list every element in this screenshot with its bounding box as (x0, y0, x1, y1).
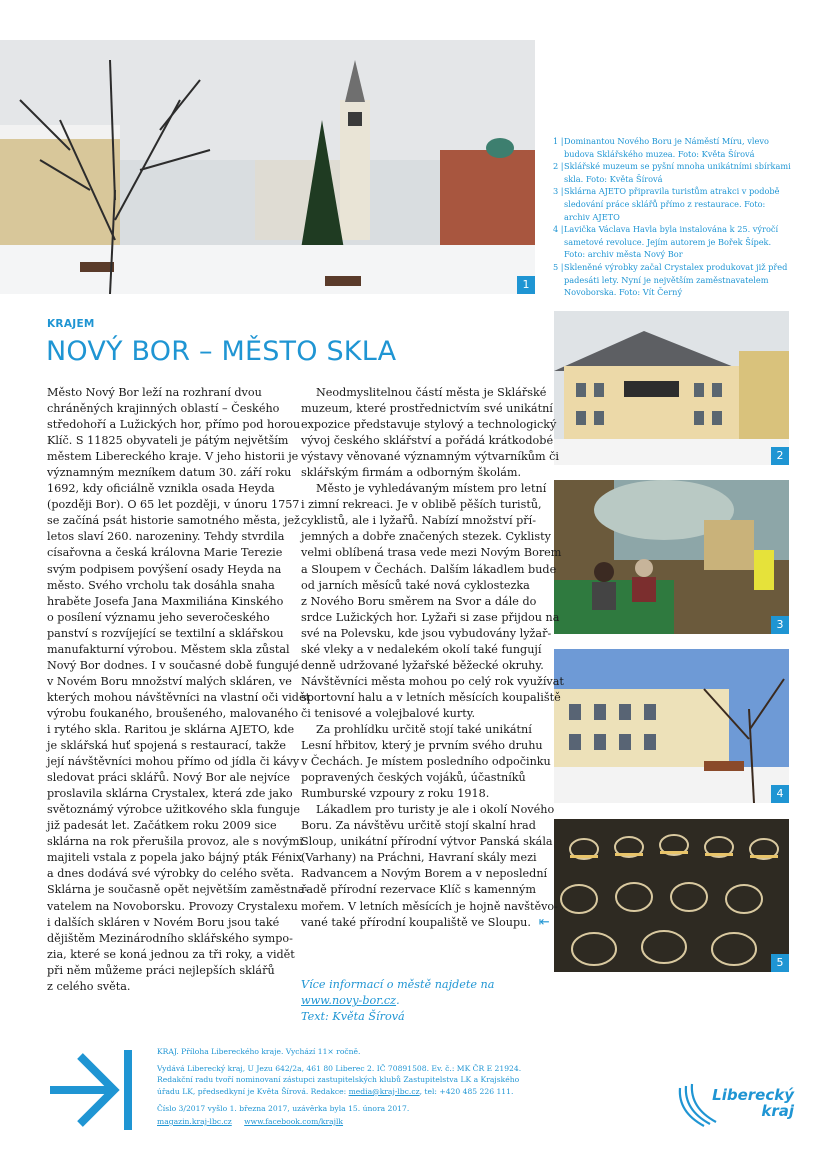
museum-illustration (554, 311, 789, 465)
article-line (301, 899, 558, 915)
imprint (157, 1046, 577, 1127)
caption-item (553, 185, 793, 223)
article-line: z celého světa. (47, 979, 131, 993)
article-line-text: Návštěvníci města mohou po celý rok využívat (301, 674, 564, 688)
caption-number: 1 | (553, 136, 564, 146)
footer-links (157, 1116, 577, 1127)
article-line (301, 594, 541, 610)
city-website-link[interactable]: www.novy-bor.cz (301, 994, 397, 1007)
article-line (301, 882, 541, 898)
article-line (301, 786, 541, 802)
article-line: císařovna a česká královna Marie Terezie (47, 546, 283, 560)
article-line: sklárna na rok přerušila provoz, ale s novými (47, 835, 304, 849)
caption-number: 4 | (553, 224, 564, 235)
article-line: o posílení významu jeho severočeského (47, 610, 270, 624)
article-line-text: sportovní halu a v letních měsících koupaliště (301, 690, 561, 704)
article-line: proslavila sklárna Crystalex, která zde jako (47, 787, 293, 801)
photo-crystalex-glasses (554, 819, 789, 972)
article-line: a dnes dodává své výrobky do celého světa. (47, 867, 295, 881)
article-line (301, 497, 541, 513)
imprint-board: Redakční radu tvoří nominovaní zástupci zastupitelských klubů Zastupitelstva LK a Krajského (157, 1075, 520, 1085)
article-line-text: řadě přírodní rezervace Klíč s kamenným (301, 883, 536, 897)
article-line (301, 545, 562, 561)
article-line-text: v Čechách. Je místem posledního odpočinku (301, 755, 551, 769)
article-line: Sklárna je současně opět největším zaměstna- (47, 883, 309, 897)
article-line (301, 834, 553, 850)
article-line (301, 866, 548, 882)
article-line: Město Nový Bor leží na rozhraní dvou (47, 386, 262, 399)
article-line-text: a Sloupem v Čechách. Dalším lákadlem bude (301, 562, 557, 576)
article-line (301, 914, 550, 931)
article-line-text: mořem. V letních měsících je hojně navštěvo- (301, 899, 558, 913)
caption-number: 5 | (553, 261, 564, 272)
imprint-publisher: Vydává Liberecký kraj, U Jezu 642/2a, 461 80 Liberec 2. IČ 70891508. Ev. č.: MK ČR E 21924. (157, 1064, 522, 1074)
imprint-contact-text: úřadu LK, předsedkyní je Květa Šírová. Redakce: (157, 1086, 349, 1096)
article-line (301, 642, 541, 658)
end-of-article-icon: ⇤ (538, 914, 550, 930)
article-line-text: Boru. Za návštěvu určitě stojí skalní hrad (301, 819, 536, 833)
more-info-text: Více informací o městě najdete na (301, 978, 495, 991)
article-line (301, 513, 541, 529)
photo-number: 3 (771, 616, 789, 634)
article-line (301, 481, 547, 497)
article-line (301, 529, 551, 545)
article-line-text: cyklistů, ale i lyžařů. Nabízí množství pří- (301, 514, 536, 528)
photo-number: 4 (771, 785, 789, 803)
article-line (301, 562, 557, 578)
caption-text: Skleněné výrobky začal Crystalex produkovat již před padesáti lety. Nyní je největším zaměstnavatelem Novoborska. Foto: Vít Černý (564, 261, 788, 298)
editor-email-link[interactable]: media@kraj-lbc.cz (348, 1086, 420, 1096)
article-line (301, 722, 541, 738)
imprint-phone: , tel: +420 485 226 111. (419, 1086, 514, 1096)
article-line-text: ské vleky a v nedalekém okolí také fungují (301, 642, 542, 656)
article-line (301, 658, 544, 674)
caption-number: 3 | (553, 186, 564, 197)
facebook-link[interactable]: www.facebook.com/krajlk (244, 1117, 344, 1127)
article-line: 1692, kdy oficiálně vznikla osada Heyda (47, 482, 275, 496)
article-line (301, 626, 552, 642)
article-line: středohoří a Lužických hor, přímo pod horou (47, 418, 301, 432)
photo-number: 1 (517, 276, 535, 294)
article-line (301, 850, 541, 866)
article-line: město. Svého vrcholu tak dosáhla snaha (47, 578, 275, 592)
article-line-text: popravených českých vojáků, účastníků (301, 771, 526, 785)
section-label: KRAJEM (47, 318, 95, 330)
article-line-text: či tenisové a volejbalové kurty. (301, 706, 476, 720)
photo-glass-museum (554, 311, 789, 465)
article-line-text: muzeum, které prostřednictvím své unikátní (301, 402, 553, 416)
article-line-text: srdce Lužických hor. Lyžaři si zase přijdou na (301, 610, 560, 624)
photo-ajeto-restaurant (554, 480, 789, 634)
photo-captions (553, 135, 793, 299)
caption-number: 2 | (553, 161, 564, 172)
article-line (301, 417, 557, 433)
article-line-text: Za prohlídku určitě stojí také unikátní (316, 722, 532, 736)
article-line (301, 449, 559, 465)
article-line (301, 610, 560, 626)
article-line-text: velmi oblíbená trasa vede mezi Novým Borem (301, 546, 562, 560)
article-line-text: své na Polevsku, kde jsou vybudovány lyžař- (301, 626, 552, 640)
restaurant-illustration (554, 480, 789, 634)
article-line-text: Rumburské vzpoury z roku 1918. (301, 787, 490, 801)
article-line (301, 690, 561, 706)
article-line-text: expozice představuje stylový a technologický (301, 418, 557, 432)
article-line (301, 818, 541, 834)
article-line (301, 738, 541, 754)
article-line: již padesát let. Začátkem roku 2009 sice (47, 819, 277, 833)
logo-line2: kraj (761, 1102, 794, 1120)
photo-number: 2 (771, 447, 789, 465)
more-info (301, 977, 541, 1025)
photo-number: 5 (771, 954, 789, 972)
article-line-text: Radvancem a Novým Borem a v neposlední (301, 867, 548, 881)
article-column-right (301, 385, 564, 931)
photo-havel-bench (554, 649, 789, 803)
article-line: letos slaví 260. narozeniny. Tehdy stvrdila (47, 530, 285, 544)
imprint-headline: KRAJ. Příloha Libereckého kraje. Vychází 11× ročně. (157, 1047, 361, 1056)
logo-line1: Liberecký (712, 1086, 794, 1104)
article-line: hraběte Josefa Jana Maxmiliána Kinského (47, 594, 284, 608)
article-line: panství s rozvíjející se textilní a sklářskou (47, 626, 284, 640)
article-line-text: vývoj českého sklářství a pořádá krátkodobé (301, 434, 554, 448)
article-line-text: Město je vyhledávaným místem pro letní (316, 482, 547, 496)
article-line: manufakturní výrobou. Městem skla zůstal (47, 642, 290, 656)
bench-illustration (554, 649, 789, 803)
article-line (301, 465, 541, 481)
article-column-left (47, 385, 311, 995)
article-line (301, 802, 555, 818)
article-line-text: denně udržované lyžařské běžecké okruhy. (301, 658, 544, 672)
article-line: Nový Bor dodnes. I v současné době fungujé (47, 658, 300, 672)
article-line-text: od jarních měsíců také nová cyklostezka (301, 578, 530, 592)
article-line: svým podpisem povýšení osady Heyda na (47, 562, 282, 576)
article-line-text: (Varhany) na Práchni, Havraní skály mezi (301, 851, 537, 865)
imprint-issue: Číslo 3/2017 vyšlo 1. března 2017, uzávěrka byla 15. února 2017. (157, 1103, 410, 1113)
article-line-text: Sloup, unikátní přírodní výtvor Panská skála (301, 835, 553, 849)
imprint-contact (157, 1086, 577, 1097)
article-line: chráněných krajinných oblastí – Českého (47, 402, 280, 416)
caption-text: Sklárna AJETO připravila turistům atrakci v podobě sledování práce sklářů přímo z restaurace. Foto: archiv AJETO (564, 186, 780, 222)
article-line: se začíná psát historie samotného města, jež (47, 514, 301, 528)
caption-item (553, 160, 793, 185)
article-line: i rytého skla. Raritou je sklárna AJETO, kde (47, 722, 295, 736)
article-line: při něm můžeme práci nejlepších sklářů (47, 963, 275, 977)
article-line (301, 578, 541, 594)
article-line: (později Bor). O 65 let později, v únoru 1757 (47, 498, 300, 512)
article-line-text: sklářským firmám a odborným školám. (301, 466, 522, 480)
article-author: Text: Květa Šírová (301, 1010, 405, 1023)
article-line-text: z Nového Boru směrem na Svor a dále do (301, 594, 537, 608)
article-line (301, 401, 553, 417)
article-line: vatelem na Novoborsku. Provozy Crystalexu (47, 899, 298, 913)
article-line: její návštěvníci mohou přímo od jídla či kávy (47, 755, 300, 769)
article-line: kterých mohou návštěvníci na vlastní oči vidět (47, 690, 311, 704)
article-line-text: Lesní hřbitov, který je prvním svého druhu (301, 739, 543, 753)
article-line: městem Libereckého kraje. V jeho historii je (47, 450, 299, 464)
logo-text (710, 1087, 794, 1119)
article-line (301, 754, 551, 770)
article-line (301, 385, 547, 401)
article-line (301, 706, 541, 722)
caption-item (553, 223, 793, 261)
article-line: světoznámý výrobce užitkového skla funguje (47, 803, 300, 817)
article-line: Klíč. S 11825 obyvateli je pátým největším (47, 434, 289, 448)
caption-text: Dominantou Nového Boru je Náměstí Míru, vlevo budova Sklářského muzea. Foto: Květa Šírová (564, 136, 769, 159)
article-line: v Novém Boru množství malých skláren, ve (47, 674, 292, 688)
article-line: významným mezníkem datum 30. září roku (47, 466, 292, 480)
article-line-text: jemných a dobře značených stezek. Cyklisty (301, 530, 551, 544)
article-line (301, 770, 541, 786)
magazine-link[interactable]: magazin.kraj-lbc.cz (157, 1117, 232, 1127)
link-suffix: . (396, 994, 400, 1007)
footer-arrow-icon (50, 1050, 135, 1130)
caption-text: Lavička Václava Havla byla instalována k 25. výročí sametové revoluce. Jejím autorem je Bořek Šípek. Foto: archiv města Nový Bor (564, 224, 779, 260)
article-line (301, 674, 564, 690)
article-line (301, 433, 554, 449)
article-line-text: výstavy věnované významným výtvarníkům či (301, 450, 559, 464)
caption-item (553, 261, 793, 299)
article-line: je sklářská huť spojená s restaurací, takže (47, 739, 286, 753)
article-line: dějištěm Mezinárodního sklářského sympo- (47, 931, 293, 945)
article-line-text: i zimní rekreaci. Je v oblibě pěších turistů, (301, 498, 542, 512)
caption-text: Sklářské muzeum se pyšní mnoha unikátními sbírkami skla. Foto: Květa Šírová (564, 161, 791, 184)
article-line-text: Neodmyslitelnou částí města je Sklářské (316, 386, 547, 399)
article-line: sledovat práci sklářů. Nový Bor ale nejvíce (47, 771, 290, 785)
article-line: i dalších skláren v Novém Boru jsou také (47, 915, 280, 929)
photo-town-square (0, 40, 535, 294)
page-title: NOVÝ BOR – MĚSTO SKLA (46, 336, 397, 367)
article-line: majiteli vstala z popela jako bájný pták Fénix (47, 851, 303, 865)
caption-item (553, 135, 793, 160)
article-line-text: vané také přírodní koupaliště ve Sloupu. (301, 915, 531, 929)
glasses-illustration (554, 819, 789, 972)
article-line: zia, které se koná jednou za tři roky, a vidět (47, 947, 295, 961)
town-square-illustration (0, 40, 535, 294)
article-line-text: Lákadlem pro turisty je ale i okolí Nového (316, 803, 555, 817)
article-line: výrobu foukaného, broušeného, malovaného (47, 706, 299, 720)
